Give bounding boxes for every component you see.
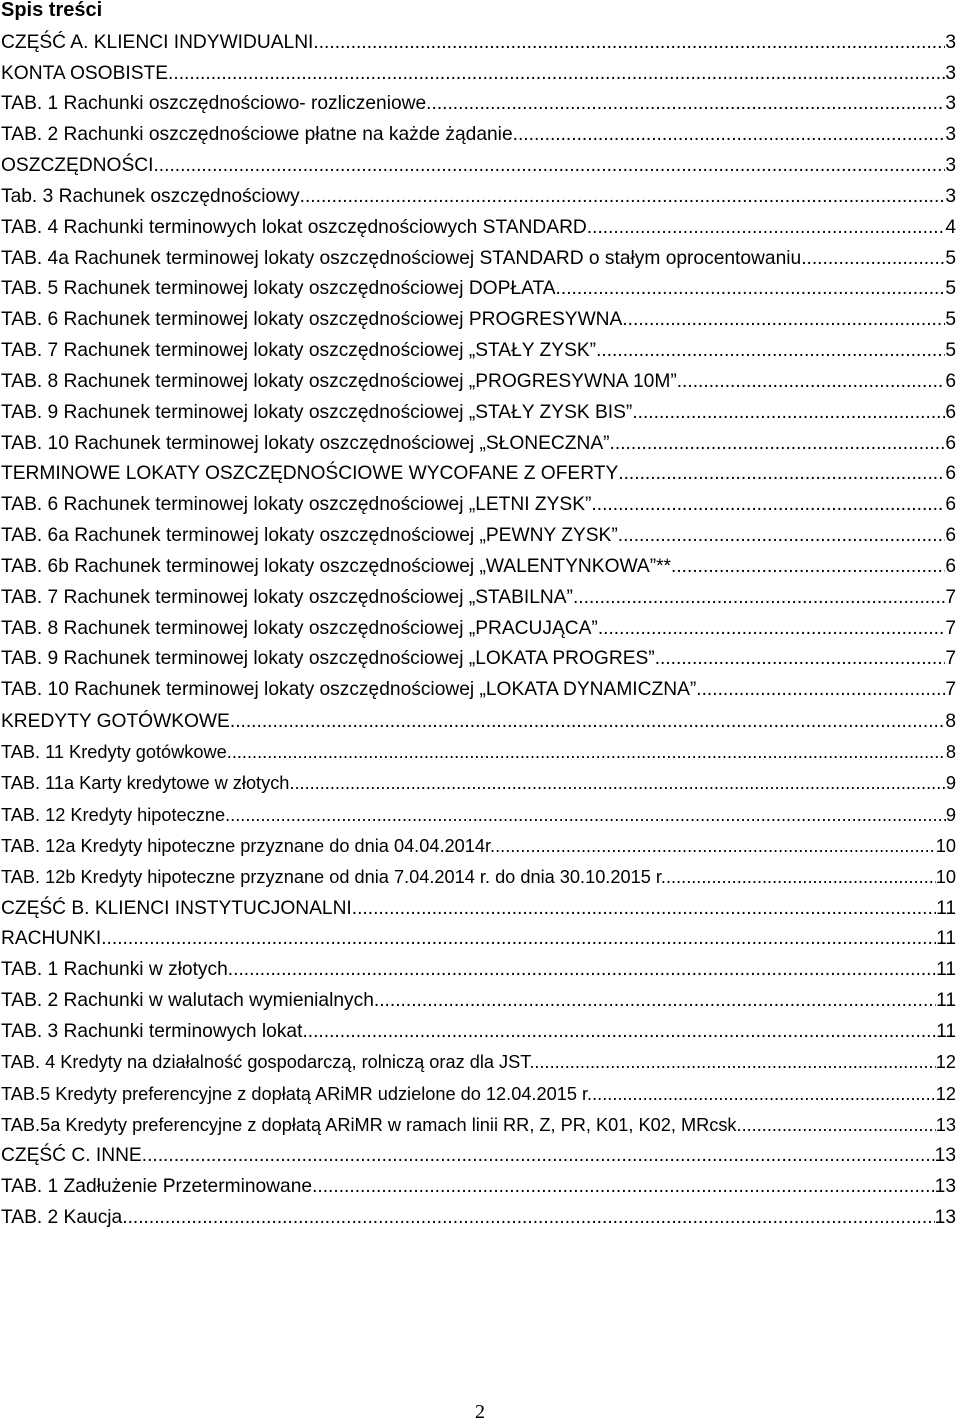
toc-entry-label: TAB. 11 Kredyty gotówkowe. <box>1 742 232 762</box>
toc-entry-page: 9 <box>945 773 956 793</box>
toc-entry-label: TAB. 4 Kredyty na działalność gospodarczą, rolniczą oraz dla JST. <box>1 1052 535 1072</box>
toc-entry[interactable] <box>1 215 956 241</box>
dot-leader <box>677 369 946 395</box>
toc-entry-label: KONTA OSOBISTE <box>1 63 169 84</box>
toc-entry[interactable] <box>1 677 956 703</box>
toc-entry-page: 6 <box>945 463 956 484</box>
toc-entry[interactable] <box>1 153 956 179</box>
toc-entry[interactable] <box>1 184 956 210</box>
toc-entry-page: 4 <box>945 217 956 238</box>
toc-entry-page: 3 <box>945 93 956 114</box>
toc-entry-page: 6 <box>945 433 956 454</box>
dot-leader <box>556 276 946 302</box>
toc-entry[interactable] <box>1 739 956 765</box>
dot-leader <box>742 1112 936 1138</box>
toc-entry-label: TERMINOWE LOKATY OSZCZĘDNOŚCIOWE WYCOFANE Z OFERTY <box>1 463 619 484</box>
toc-entry-label: TAB. 1 Rachunki oszczędnościowo- rozliczeniowe <box>1 93 427 114</box>
toc-entry[interactable] <box>1 30 956 56</box>
toc-entry-page: 10 <box>935 836 956 856</box>
dot-leader <box>426 91 945 117</box>
toc-entry-page: 5 <box>945 278 956 299</box>
toc-entry-label: TAB. 10 Rachunek terminowej lokaty oszczędnościowej „LOKATA DYNAMICZNA” <box>1 679 697 700</box>
toc-entry[interactable] <box>1 91 956 117</box>
toc-entry[interactable] <box>1 369 956 395</box>
toc-entry-page: 6 <box>945 556 956 577</box>
toc-entry-page: 11 <box>936 928 956 949</box>
toc-entry-label: Tab. 3 Rachunek oszczędnościowy <box>1 186 300 207</box>
toc-entry[interactable] <box>1 896 956 922</box>
toc-entry-label: TAB. 12b Kredyty hipoteczne przyznane od dnia 7.04.2014 r. do dnia 30.10.2015 r. <box>1 867 666 887</box>
dot-leader <box>312 1174 935 1200</box>
dot-leader <box>153 153 945 179</box>
dot-leader <box>300 184 946 210</box>
dot-leader <box>592 1081 936 1107</box>
dot-leader <box>232 739 946 765</box>
dot-leader <box>513 122 946 148</box>
toc-entry-page: 11 <box>936 1021 956 1042</box>
toc-entry-page: 5 <box>945 248 956 269</box>
toc-entry[interactable] <box>1 554 956 580</box>
dot-leader <box>596 338 945 364</box>
dot-leader <box>655 646 946 672</box>
toc-entry[interactable] <box>1 461 956 487</box>
toc-entry-label: CZĘŚĆ A. KLIENCI INDYWIDUALNI <box>1 32 314 53</box>
toc-entry-label: TAB. 9 Rachunek terminowej lokaty oszczędnościowej „STAŁY ZYSK BIS” <box>1 402 633 423</box>
toc-entry-page: 8 <box>945 742 956 762</box>
toc-entry[interactable] <box>1 988 956 1014</box>
toc-entry-page: 6 <box>945 525 956 546</box>
toc-entry-page: 7 <box>945 587 956 608</box>
toc-entry-page: 10 <box>935 867 956 887</box>
toc-entry[interactable] <box>1 492 956 518</box>
toc-entry-label: TAB.5a Kredyty preferencyjne z dopłatą ARiMR w ramach linii RR, Z, PR, K01, K02, MRcsk. <box>1 1115 742 1135</box>
toc-entry[interactable] <box>1 926 956 952</box>
toc-entry-page: 13 <box>934 1176 956 1197</box>
toc-entry-label: TAB. 8 Rachunek terminowej lokaty oszczędnościowej „PROGRESYWNA 10M” <box>1 371 677 392</box>
toc-entry-label: TAB. 1 Rachunki w złotych <box>1 959 228 980</box>
toc-entry-label: KREDYTY GOTÓWKOWE <box>1 711 230 732</box>
toc-entry-label: TAB. 8 Rachunek terminowej lokaty oszczędnościowej „PRACUJĄCA” <box>1 618 598 639</box>
toc-entry-page: 5 <box>945 309 956 330</box>
toc-entry[interactable] <box>1 1205 956 1231</box>
toc-entry-label: TAB. 6 Rachunek terminowej lokaty oszczędnościowej PROGRESYWNA <box>1 309 623 330</box>
dot-leader <box>696 677 945 703</box>
dot-leader <box>618 523 946 549</box>
toc-entry[interactable] <box>1 122 956 148</box>
toc-entry-page: 13 <box>934 1145 956 1166</box>
toc-entry-page: 12 <box>935 1052 956 1072</box>
dot-leader <box>618 461 945 487</box>
toc-entry-label: TAB. 12 Kredyty hipoteczne. <box>1 805 231 825</box>
dot-leader <box>573 585 945 611</box>
toc-entry-label: TAB. 6 Rachunek terminowej lokaty oszczędnościowej „LETNI ZYSK” <box>1 494 592 515</box>
toc-entry[interactable] <box>1 400 956 426</box>
toc-entry-label: TAB. 4a Rachunek terminowej lokaty oszczędnościowej STANDARD o stałym oprocentowaniu <box>1 248 802 269</box>
toc-entry-label: TAB. 5 Rachunek terminowej lokaty oszczędnościowej DOPŁATA <box>1 278 556 299</box>
dot-leader <box>632 400 945 426</box>
toc-entry-label: OSZCZĘDNOŚCI <box>1 155 154 176</box>
toc-title: Spis treści <box>1 0 103 21</box>
dot-leader <box>671 554 945 580</box>
toc-entry-label: TAB. 6b Rachunek terminowej lokaty oszczędnościowej „WALENTYNKOWA”** <box>1 556 672 577</box>
toc-entry-page: 11 <box>936 959 956 980</box>
dot-leader <box>801 246 945 272</box>
dot-leader <box>230 709 945 735</box>
toc-entry[interactable] <box>1 61 956 87</box>
toc-entry-label: TAB. 12a Kredyty hipoteczne przyznane do dnia 04.04.2014r. <box>1 836 496 856</box>
toc-entry[interactable] <box>1 616 956 642</box>
toc-entry-page: 6 <box>945 371 956 392</box>
toc-entry[interactable] <box>1 1174 956 1200</box>
toc-entry-label: TAB. 3 Rachunki terminowych lokat <box>1 1021 303 1042</box>
toc-entry-page: 6 <box>945 494 956 515</box>
toc-entry-page: 8 <box>945 711 956 732</box>
toc-entry-page: 11 <box>936 990 956 1011</box>
toc-entry-label: CZĘŚĆ C. INNE <box>1 1145 142 1166</box>
toc-entry[interactable] <box>1 957 956 983</box>
toc-entry[interactable] <box>1 1019 956 1045</box>
toc-entry-page: 5 <box>945 340 956 361</box>
dot-leader <box>666 864 936 890</box>
toc-entry-label: TAB. 2 Kaucja <box>1 1207 123 1228</box>
toc-entry-page: 6 <box>945 402 956 423</box>
dot-leader <box>168 61 945 87</box>
toc-entry[interactable] <box>1 1081 956 1107</box>
toc-entry-page: 3 <box>945 124 956 145</box>
toc-entry-page: 3 <box>945 186 956 207</box>
toc-entry-label: TAB. 10 Rachunek terminowej lokaty oszczędnościowej „SŁONECZNA” <box>1 433 610 454</box>
toc-entry[interactable] <box>1 833 956 859</box>
toc-entry-page: 11 <box>936 898 956 919</box>
toc-entry[interactable] <box>1 431 956 457</box>
dot-leader <box>495 833 936 859</box>
dot-leader <box>610 431 946 457</box>
toc-entry[interactable] <box>1 802 956 828</box>
toc-entry[interactable] <box>1 646 956 672</box>
toc-entry[interactable] <box>1 1112 956 1138</box>
toc-entry-label: TAB. 9 Rachunek terminowej lokaty oszczędnościowej „LOKATA PROGRES” <box>1 648 655 669</box>
toc-entry-page: 7 <box>945 648 956 669</box>
dot-leader <box>228 957 936 983</box>
toc-entry[interactable] <box>1 1143 956 1169</box>
toc-entry[interactable] <box>1 307 956 333</box>
dot-leader <box>534 1049 935 1075</box>
toc-entry[interactable] <box>1 1049 956 1075</box>
dot-leader <box>622 307 945 333</box>
toc-entry-label: TAB. 7 Rachunek terminowej lokaty oszczędnościowej „STABILNA” <box>1 587 573 608</box>
dot-leader <box>374 988 936 1014</box>
toc-entry[interactable] <box>1 523 956 549</box>
toc-entry-page: 3 <box>945 155 956 176</box>
toc-entry[interactable] <box>1 709 956 735</box>
dot-leader <box>591 492 945 518</box>
dot-leader <box>313 30 945 56</box>
toc-entry-page: 12 <box>935 1084 956 1104</box>
dot-leader <box>352 896 936 922</box>
toc-entry-page: 7 <box>945 618 956 639</box>
page-number: 2 <box>475 1401 485 1423</box>
toc-entry-label: TAB. 4 Rachunki terminowych lokat oszczędnościowych STANDARD <box>1 217 587 238</box>
toc-entry-page: 3 <box>945 63 956 84</box>
dot-leader <box>122 1205 934 1231</box>
toc-entry-label: TAB. 2 Rachunki oszczędnościowe płatne na każde żądanie <box>1 124 513 145</box>
dot-leader <box>598 616 946 642</box>
toc-entry[interactable] <box>1 585 956 611</box>
toc-entry-label: TAB. 2 Rachunki w walutach wymienialnych <box>1 990 374 1011</box>
toc-entry-label: TAB. 7 Rachunek terminowej lokaty oszczędnościowej „STAŁY ZYSK” <box>1 340 597 361</box>
toc-entry[interactable] <box>1 246 956 272</box>
toc-entry[interactable] <box>1 770 956 796</box>
dot-leader <box>302 1019 936 1045</box>
toc-entry-label: TAB. 1 Zadłużenie Przeterminowane <box>1 1176 313 1197</box>
toc-entry-label: TAB. 11a Karty kredytowe w złotych. <box>1 773 295 793</box>
dot-leader <box>230 802 946 828</box>
dot-leader <box>101 926 936 952</box>
toc-entry-label: TAB.5 Kredyty preferencyjne z dopłatą ARiMR udzielone do 12.04.2015 r. <box>1 1084 593 1104</box>
toc-entry[interactable] <box>1 864 956 890</box>
toc-entry-label: TAB. 6a Rachunek terminowej lokaty oszczędnościowej „PEWNY ZYSK” <box>1 525 618 546</box>
toc-entry-page: 13 <box>934 1207 956 1228</box>
toc-entry-page: 9 <box>945 805 956 825</box>
toc-entry-page: 13 <box>935 1115 956 1135</box>
dot-leader <box>587 215 946 241</box>
dot-leader <box>142 1143 935 1169</box>
toc-entry-page: 7 <box>945 679 956 700</box>
toc-entry-page: 3 <box>945 32 956 53</box>
toc-entry[interactable] <box>1 276 956 302</box>
toc-entry-label: CZĘŚĆ B. KLIENCI INSTYTUCJONALNI <box>1 898 352 919</box>
toc-entry[interactable] <box>1 338 956 364</box>
dot-leader <box>294 770 945 796</box>
toc-entry-label: RACHUNKI <box>1 928 102 949</box>
